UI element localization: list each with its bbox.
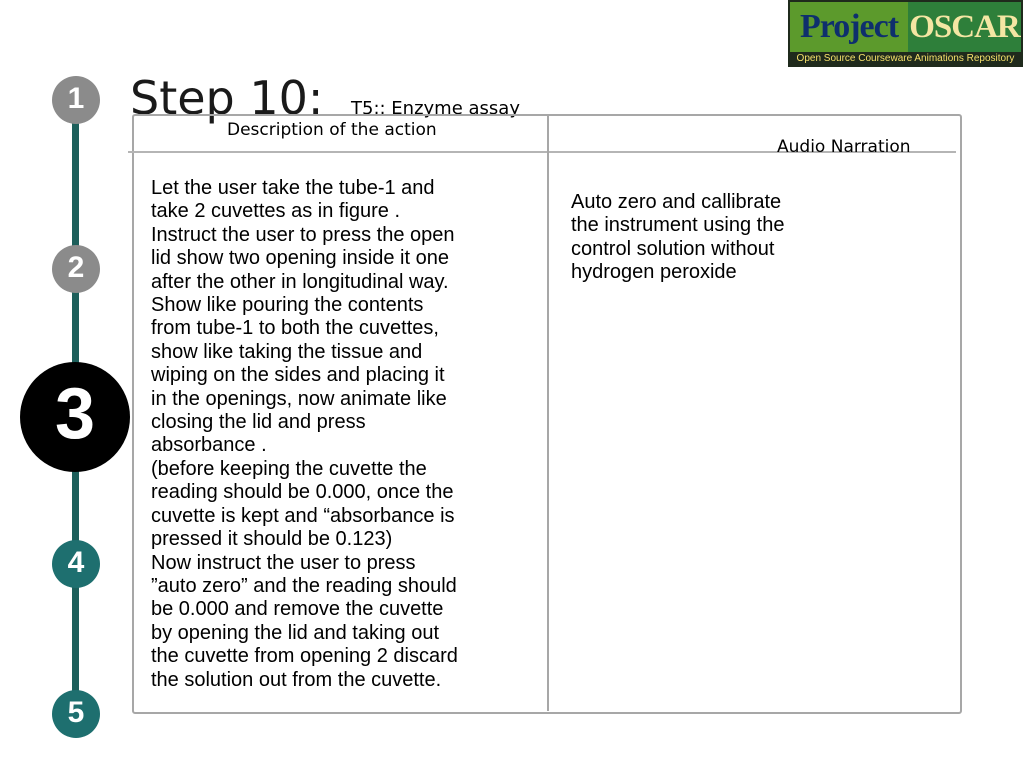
description-line: absorbance . — [151, 434, 267, 457]
description-line: from tube-1 to both the cuvettes, — [151, 317, 439, 340]
audio-narration-column-header: Audio Narration — [777, 137, 911, 157]
narration-line: hydrogen peroxide — [571, 261, 737, 284]
description-line: ”auto zero” and the reading should — [151, 574, 457, 597]
step-2-marker: 2 — [52, 245, 100, 293]
step-3-marker-active: 3 — [20, 362, 130, 472]
description-line: in the openings, now animate like — [151, 387, 447, 410]
description-line: the solution out from the cuvette. — [151, 668, 442, 691]
description-line: Show like pouring the contents — [151, 294, 424, 317]
description-line: by opening the lid and taking out — [151, 621, 439, 644]
description-line: after the other in longitudinal way. — [151, 270, 449, 293]
description-line: Let the user take the tube-1 and — [151, 177, 435, 199]
description-line: Now instruct the user to press — [151, 551, 416, 574]
logo-word-project: Project — [790, 2, 908, 52]
description-line: Instruct the user to press the open — [151, 223, 455, 246]
project-oscar-logo — [788, 0, 1023, 67]
audio-narration-text — [571, 191, 871, 285]
narration-line: Auto zero and callibrate — [571, 191, 782, 213]
description-line: lid show two opening inside it one — [151, 247, 449, 270]
description-line: (before keeping the cuvette the — [151, 457, 427, 480]
table-column-divider — [547, 115, 549, 711]
slide-title: Step 10: — [130, 71, 324, 125]
description-line: the cuvette from opening 2 discard — [151, 645, 458, 668]
description-line: reading should be 0.000, once the — [151, 481, 454, 504]
step-1-marker: 1 — [52, 76, 100, 124]
step-4-marker: 4 — [52, 540, 100, 588]
action-description-text — [151, 177, 536, 692]
description-column-header: Description of the action — [227, 120, 437, 140]
logo-tagline: Open Source Courseware Animations Repository — [796, 53, 1015, 64]
description-line: show like taking the tissue and — [151, 340, 423, 363]
description-line: be 0.000 and remove the cuvette — [151, 598, 444, 621]
description-line: take 2 cuvettes as in figure . — [151, 200, 401, 223]
description-line: pressed it should be 0.123) — [151, 528, 393, 551]
description-line: wiping on the sides and placing it — [151, 364, 445, 387]
step-5-marker: 5 — [52, 690, 100, 738]
logo-word-oscar: OSCAR — [908, 2, 1021, 52]
description-line: cuvette is kept and “absorbance is — [151, 504, 455, 527]
narration-line: the instrument using the — [571, 214, 785, 237]
slide-subtitle: T5:: Enzyme assay — [351, 98, 520, 119]
narration-line: control solution without — [571, 237, 775, 260]
description-line: closing the lid and press — [151, 411, 366, 434]
